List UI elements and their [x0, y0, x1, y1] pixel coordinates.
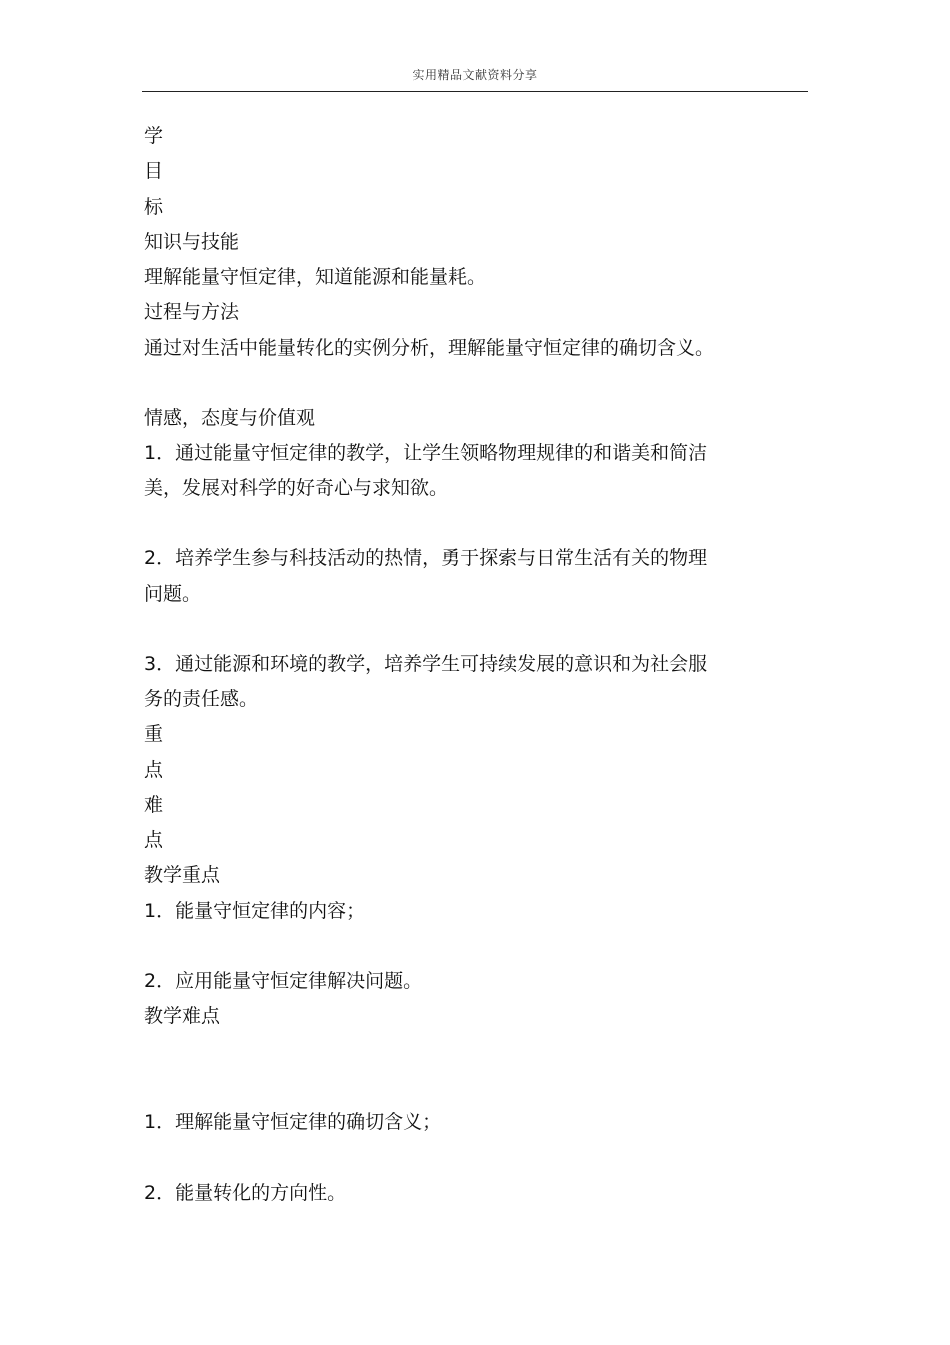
focus-item-1: 1．能量守恒定律的内容； [144, 900, 366, 922]
heading-char-6: 难 [144, 794, 164, 816]
text-line: 理解能量守恒定律，知道能源和能量耗。 [144, 266, 487, 288]
list-item-3: 3．通过能源和环境的教学，培养学生可持续发展的意识和为社会服 [144, 653, 708, 675]
list-item-2-cont: 问题。 [144, 583, 202, 605]
difficulty-item-2: 2．能量转化的方向性。 [144, 1182, 347, 1204]
list-item-3-cont: 务的责任感。 [144, 688, 259, 710]
heading-char-3: 标 [144, 196, 164, 218]
section-teaching-focus: 教学重点 [144, 864, 221, 886]
difficulty-item-1: 1．理解能量守恒定律的确切含义； [144, 1111, 442, 1133]
section-process-method: 过程与方法 [144, 301, 240, 323]
heading-char-4: 重 [144, 723, 164, 745]
list-item-2: 2．培养学生参与科技活动的热情，勇于探索与日常生活有关的物理 [144, 547, 708, 569]
section-emotion-attitude: 情感，态度与价值观 [144, 407, 316, 429]
section-teaching-difficulty: 教学难点 [144, 1005, 221, 1027]
page-header: 实用精品文献资料分享 [412, 68, 538, 82]
focus-item-2: 2．应用能量守恒定律解决问题。 [144, 970, 423, 992]
text-line: 通过对生活中能量转化的实例分析，理解能量守恒定律的确切含义。 [144, 337, 715, 359]
section-knowledge-skills: 知识与技能 [144, 231, 240, 253]
heading-char-5: 点 [144, 759, 164, 781]
heading-char-1: 学 [144, 125, 164, 147]
heading-char-2: 目 [144, 160, 164, 182]
list-item-1-cont: 美，发展对科学的好奇心与求知欲。 [144, 477, 449, 499]
header-divider [142, 91, 808, 92]
heading-char-7: 点 [144, 829, 164, 851]
list-item-1: 1．通过能量守恒定律的教学，让学生领略物理规律的和谐美和简洁 [144, 442, 708, 464]
